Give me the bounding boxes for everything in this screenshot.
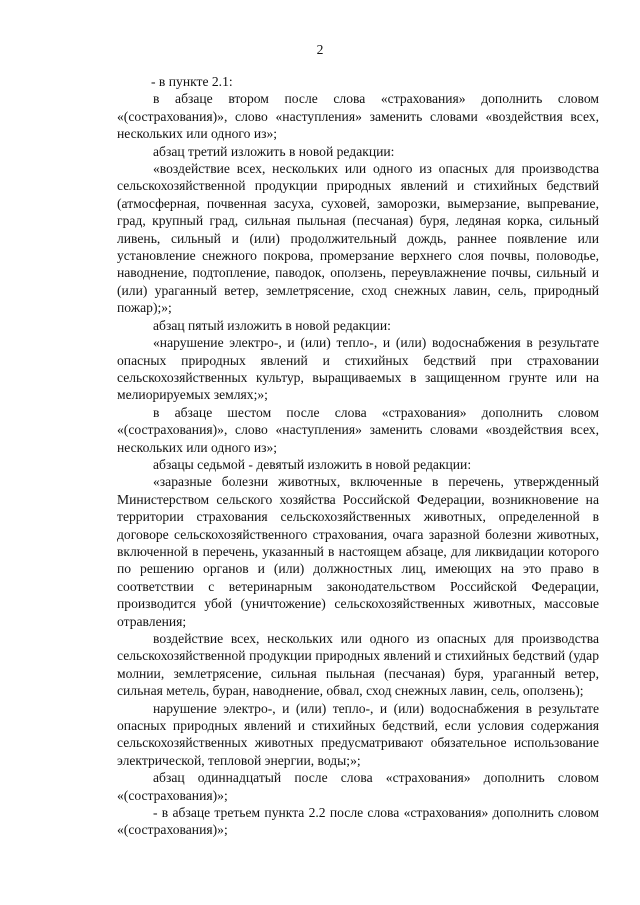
paragraph: «заразные болезни животных, включенные в перечень, утвержденный Министерством сельского хозяйства Российской Федерации, возникновение на территории страхования сельскохозяйственных животных, определенной в договоре сельскохозяйственного страхования, очага заразной болезни животных, включенной в перечень, указанный в настоящем абзаце, для ликвидации которого по решению органов и (или) должностных лиц, имеющих на это право в соответствии с ветеринарным законодательством Российской Федерации, производится убой (уничтожение) сельскохозяйственных животных, массовые отравления; bbox=[117, 474, 599, 629]
paragraph: - в абзаце третьем пункта 2.2 после слова «страхования» дополнить словом «(сострахования)»; bbox=[117, 805, 599, 838]
paragraph: - в пункте 2.1: bbox=[151, 74, 233, 89]
paragraph: нарушение электро-, и (или) тепло-, и (или) водоснабжения в результате опасных природных явлений и стихийных бедствий, если условия содержания сельскохозяйственных животных предусматривают обязательное использование электрической, тепловой энергии, воды;»; bbox=[117, 700, 599, 768]
paragraph: в абзаце втором после слова «страхования» дополнить словом «(сострахования)», слово «наступления» заменить словами «воздействия всех, нескольких или одного из»; bbox=[117, 91, 599, 142]
paragraph: в абзаце шестом после слова «страхования» дополнить словом «(сострахования)», слово «наступления» заменить словами «воздействия всех, нескольких или одного из»; bbox=[117, 404, 599, 455]
paragraph: воздействие всех, нескольких или одного из опасных для производства сельскохозяйственной продукции природных явлений и стихийных бедствий (удар молнии, землетрясение, сильная пыльная (песчаная) буря, ураганный ветер, сильная метель, буран, наводнение, обвал, сход снежных лавин, сель, оползень); bbox=[117, 631, 599, 699]
document-body bbox=[117, 73, 599, 839]
paragraph: абзац пятый изложить в новой редакции: bbox=[153, 317, 391, 333]
page-number: 2 bbox=[316, 42, 324, 57]
paragraph: «воздействие всех, нескольких или одного из опасных для производства сельскохозяйственной продукции природных явлений и стихийных бедствий (атмосферная, почвенная засуха, суховей, заморозки, вымерзание, выпревание, град, крупный град, сильная пыльная (песчаная) буря, ледяная корка, сильный ливень, сильный и (или) продолжительный дождь, раннее появление или установление снежного покрова, промерзание верхнего слоя почвы, половодье, наводнение, подтопление, паводок, оползень, переувлажнение почвы, сильный и (или) ураганный ветер, землетрясение, сход снежных лавин, сель, природный пожар);»; bbox=[117, 161, 599, 316]
paragraph: «нарушение электро-, и (или) тепло-, и (или) водоснабжения в результате опасных природных явлений и стихийных бедствий при страховании сельскохозяйственных культур, выращиваемых в защищенном грунте или на мелиорируемых землях;»; bbox=[117, 335, 599, 403]
paragraph: абзац третий изложить в новой редакции: bbox=[153, 143, 395, 159]
paragraph: абзацы седьмой - девятый изложить в новой редакции: bbox=[153, 456, 472, 472]
paragraph: абзац одиннадцатый после слова «страхования» дополнить словом «(сострахования)»; bbox=[117, 770, 599, 803]
